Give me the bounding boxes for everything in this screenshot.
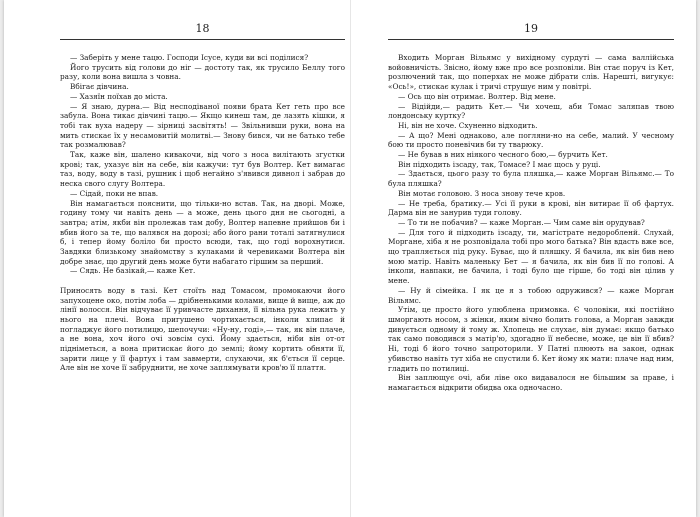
- paragraph: Утім, це просто його улюблена примовка. Є чоловіки, які постійно шморгають носом, з жінки, яким вічно болить голова, а Морган завжди дивується одному й тому ж. Хлопець не слухає, він думає: якщо батько так само поводився з матір'ю, здогадно її небесне, може, це він її вбив? Ні, тоді б його точно запроторили. У Патні плюють на закон, однак убивство навіть тут хіба не спустили б. Кет йому як мати: плаче над ним, гладить по потилиці.: [388, 305, 674, 373]
- paragraph: — А що? Мені однаково, але погляни-но на себе, малий. У чесному бою ти просто поневічив би ту тварюку.: [388, 130, 674, 150]
- paragraph: — Ось що він отримає. Волтер. Від мене.: [398, 91, 556, 101]
- paragraph: Так, каже він, шалено кивакочи, від чого з носа вилітають згустки крові; так, ухазує він на себе, віи кажучи: тут був Волтер. Кет вимагає таз, воду, воду в тазі, рушник і щоб негайно з'явився дивнол і забрав до неска свого слугу Волтера.: [60, 150, 345, 189]
- paragraph: — Не треба, братику.— Усі її руки в крові, він витирає її об фартух. Дарма він не занурив туди голову.: [388, 198, 674, 218]
- paragraph: — То ти не побачив? — каже Морган.— Чим саме він орудував?: [398, 217, 645, 227]
- left-page-text: [60, 53, 345, 373]
- book-gutter: [350, 0, 351, 517]
- paragraph: Він мотає головою. З носа знову тече кров.: [398, 188, 566, 198]
- right-header-rule: [388, 39, 674, 40]
- paragraph: — Я знаю, дурна.— Від несподіваної появи брата Кет геть про все забула. Вона тикає дівчині тацю.— Якщо кинеш там, де лазять кішки, я тобі так вуха надеру — зірниці засвітять! — Звільнивши руки, вона на мить стискає їх у несамовитій молитві.— Знову бився, чи не батько тебе так розмалював?: [60, 101, 345, 150]
- paragraph: Він заплющує очі, аби ліве око видавалося не більшим за праве, і намагається відкрити обидва ока одночасно.: [388, 373, 674, 392]
- paragraph: — Для того й підходить ізсаду, ти, магістрате недоробленй. Слухай, Моргане, хіба я не розповідала тобі про мого батька? Він вдасть вже все, що трапляється під руку. Буває, що й пляшку. Я бачила, як він бив нею мою матір. Навіть маленьку Бет — я бачила, як він бив її по голові. А інколи, навпаки, не бачила, і тоді було ще гірше, бо тоді він цілив у мене.: [388, 227, 674, 286]
- book-spread: [4, 0, 696, 517]
- paragraph: Він підходить ізсаду, так, Томасе? І має щось у руці.: [398, 159, 601, 169]
- paragraph: — Сідай, поки не впав.: [70, 188, 159, 198]
- paragraph: — Не бував в них ніякого чесного бою,— бурчить Кет.: [398, 150, 608, 160]
- left-page: [60, 0, 345, 517]
- paragraph: — Здається, цього разу то була пляшка,— каже Морган Вільямс.— То була пляшка?: [388, 169, 674, 189]
- paragraph: Входить Морган Вільямс у вихідному сурдуті — сама валлійська войовничість. Звісно, йому вже про все розповіли. Він стає поруч із Кет, розлючений так, що поперхах не може дібрати слів. Нарешті, вигукує: «Ось!», стискає кулак і тричі струшує ним у повітрі.: [388, 53, 674, 92]
- paragraph: — Відійди,— радить Кет.— Чи хочеш, аби Томас заляпав твою лондонську куртку?: [388, 101, 674, 121]
- paragraph: Його трусить від голови до ніг — достоту так, як трусило Беллу того разу, коли вона вишла з човна.: [60, 62, 345, 82]
- right-page-text: [388, 53, 674, 393]
- right-page-number: 19: [524, 22, 538, 35]
- paragraph: Ні, він не хоче. Схуненно відходить.: [398, 120, 538, 130]
- paragraph: Приносять воду в тазі. Кет стоїть над Томасом, промокаючи його запухоцене око, потім лоба — дрібненькими колами, вище й вище, аж до лінії волосся. Він відчуває її уривчасте дихання, її вільна рука лежить у нього на плечі. Вона пригушено чортихається, інколи хлипає й погладжує його потилицю, шепочучи: «Ну-ну, годі»,— так, як він плаче, а не вона, хоч його очі зовсім сухі. Йому здається, ніби він от-от підніметься, а вона притискає його до землі; йому кортить обняти її, зарити лице у її фартух і там завмерти, слухаючи, як б'ється її серце. Але він не хоче її забруднити, не хоче заплямувати кров'ю її плаття.: [60, 285, 345, 373]
- left-page-number: 18: [195, 22, 210, 35]
- paragraph: Вбігає дівчина.: [70, 82, 129, 92]
- paragraph: — Хазяїн поїхав до міста.: [70, 91, 168, 101]
- paragraph: Він намагається пояснити, що тільки-но встав. Так, на дворі. Може, годину тому чи навіть день — а може, день цього дня не сьогодні, а завтра; атім, якби він пролежав там добу, Волтер напевне прийшов би і вбив його за те, що валявся на дорозі; або його рани тоталі затягнулися б, і тепер йому боліло би просто всюди, так, що годі ворохнутися. Завдяки близькому знайомству з кулаками й черевиками Волтера він добре знає, що другий день може бути набагато гіршим за перший.: [60, 198, 345, 266]
- paragraph: — Ну й сімейка. І як це я з тобою одружився? — каже Морган Вільямс.: [388, 285, 674, 305]
- right-page: [388, 0, 674, 517]
- paragraph: — Сядь. Не базікай,— каже Кет.: [70, 266, 196, 276]
- left-header-rule: [60, 39, 345, 40]
- paragraph: — Заберіть у мене тацю. Господи Ісусе, куди ви всі поділися?: [70, 53, 309, 62]
